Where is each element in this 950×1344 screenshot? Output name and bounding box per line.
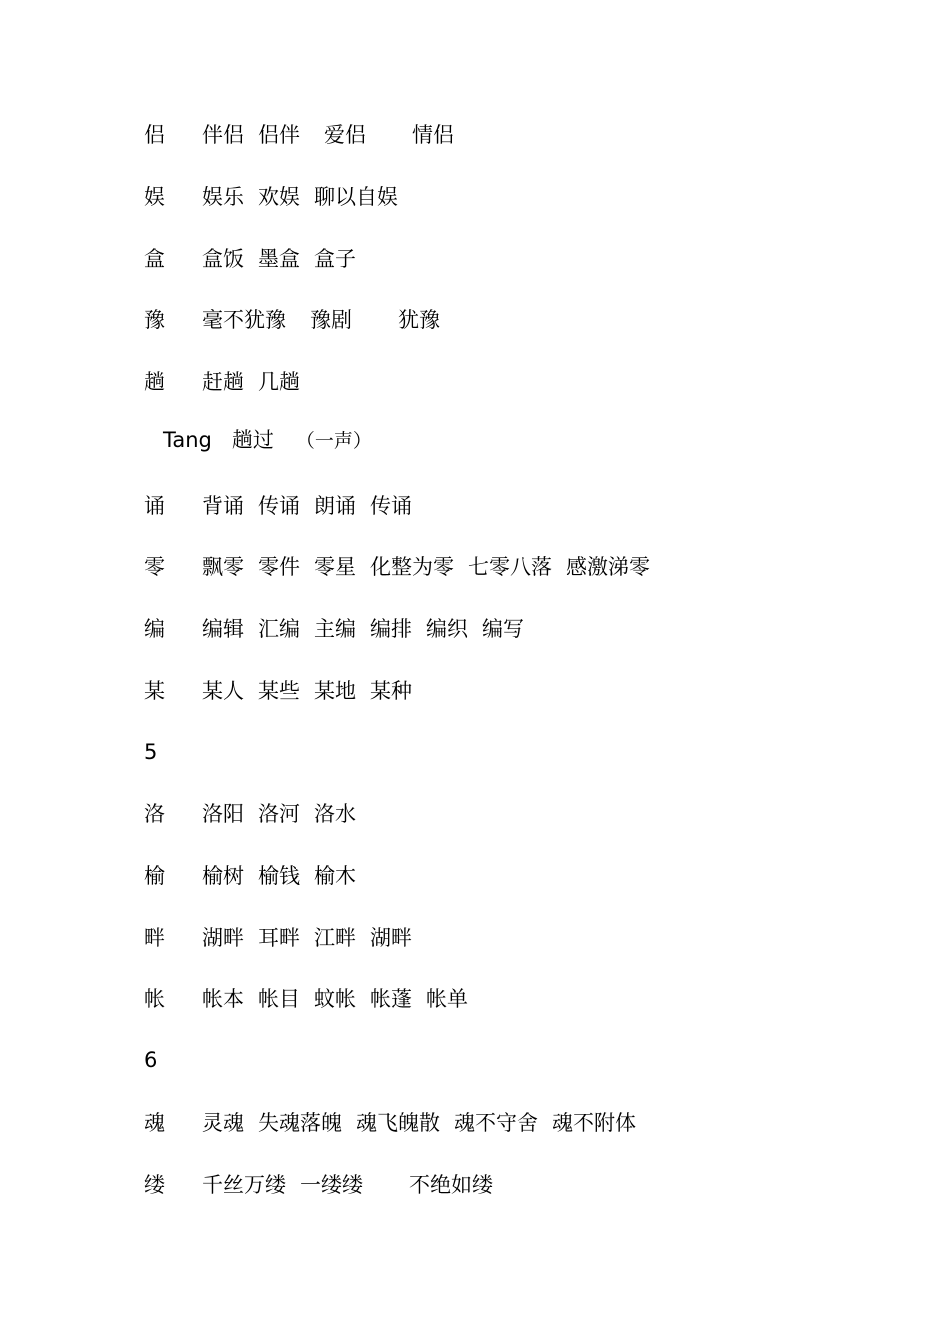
entry-word: 豫剧	[310, 308, 352, 332]
entry-word: 灵魂	[202, 1111, 244, 1135]
entry-word: 榆树	[202, 864, 244, 888]
entry-lv2	[144, 1170, 493, 1200]
entry-yu	[144, 182, 398, 212]
entry-word: 某人	[202, 679, 244, 703]
entry-word: 帐单	[426, 987, 468, 1011]
entry-word: 化整为零	[370, 555, 454, 579]
entry-word: 失魂落魄	[258, 1111, 342, 1135]
entry-tang	[144, 367, 300, 397]
entry-word: 欢娱	[258, 185, 300, 209]
entry-word: 帐蓬	[370, 987, 412, 1011]
entry-word: 爱侣	[324, 123, 366, 147]
entry-word: 帐本	[202, 987, 244, 1011]
entry-word: 榆木	[314, 864, 356, 888]
entry-word: 毫不犹豫	[202, 308, 286, 332]
tone-note: （一声）	[295, 430, 372, 452]
pinyin-label: Tang	[163, 428, 212, 452]
entry-yu3	[144, 861, 356, 891]
entry-yu2	[144, 305, 440, 335]
entry-char: 豫	[144, 308, 165, 332]
entry-word: 传诵	[258, 494, 300, 518]
entry-word: 娱乐	[202, 185, 244, 209]
entry-word: 魂不守舍	[454, 1111, 538, 1135]
entry-word: 洛水	[314, 802, 356, 826]
section-number: 6	[144, 1048, 158, 1072]
entry-word: 榆钱	[258, 864, 300, 888]
entry-word: 耳畔	[258, 926, 300, 950]
entry-word: 传诵	[370, 494, 412, 518]
entry-word: 编写	[482, 617, 524, 641]
entry-char: 娱	[144, 185, 165, 209]
entry-word: 七零八落	[468, 555, 552, 579]
entry-word: 江畔	[314, 926, 356, 950]
entry-char: 缕	[144, 1173, 165, 1197]
entry-word: 墨盒	[258, 247, 300, 271]
entry-word: 某地	[314, 679, 356, 703]
entry-word: 帐目	[258, 987, 300, 1011]
entry-word: 魂不附体	[552, 1111, 636, 1135]
entry-char: 魂	[144, 1111, 165, 1135]
entry-word: 某些	[258, 679, 300, 703]
entry-char: 零	[144, 555, 165, 579]
entry-word: 零件	[258, 555, 300, 579]
entry-word: 汇编	[258, 617, 300, 641]
entry-char: 诵	[144, 494, 165, 518]
entry-word: 蚊帐	[314, 987, 356, 1011]
entry-word: 魂飞魄散	[356, 1111, 440, 1135]
pronunciation-note	[163, 425, 372, 455]
entry-word: 编织	[426, 617, 468, 641]
entry-word: 洛河	[258, 802, 300, 826]
entry-word: 几趟	[258, 370, 300, 394]
entry-word: 某种	[370, 679, 412, 703]
entry-char: 编	[144, 617, 165, 641]
entry-word: 洛阳	[202, 802, 244, 826]
entry-word: 背诵	[202, 494, 244, 518]
entry-word: 赶趟	[202, 370, 244, 394]
entry-song	[144, 491, 412, 521]
entry-mou	[144, 676, 412, 706]
entry-word: 主编	[314, 617, 356, 641]
entry-he	[144, 244, 356, 274]
entry-word: 感激涕零	[566, 555, 650, 579]
entry-word: 犹豫	[398, 308, 440, 332]
entry-pan	[144, 923, 412, 953]
entry-zhang	[144, 984, 468, 1014]
entry-bian	[144, 614, 524, 644]
entry-hun	[144, 1108, 636, 1138]
entry-word: 一缕缕	[300, 1173, 363, 1197]
entry-word: 聊以自娱	[314, 185, 398, 209]
entry-lv	[144, 120, 454, 150]
entry-word: 盒子	[314, 247, 356, 271]
entry-word: 千丝万缕	[202, 1173, 286, 1197]
entry-char: 盒	[144, 247, 165, 271]
entry-word: 朗诵	[314, 494, 356, 518]
entry-word: 盒饭	[202, 247, 244, 271]
entry-word: 不绝如缕	[409, 1173, 493, 1197]
entry-word: 趟过	[231, 428, 274, 452]
entry-word: 伴侣	[202, 123, 244, 147]
entry-char: 洛	[144, 802, 165, 826]
entry-char: 某	[144, 679, 165, 703]
entry-word: 编辑	[202, 617, 244, 641]
entry-char: 帐	[144, 987, 165, 1011]
entry-word: 侣伴	[258, 123, 300, 147]
entry-word: 零星	[314, 555, 356, 579]
entry-ling	[144, 552, 650, 582]
entry-word: 湖畔	[370, 926, 412, 950]
entry-word: 情侣	[412, 123, 454, 147]
entry-word: 湖畔	[202, 926, 244, 950]
entry-char: 趟	[144, 370, 165, 394]
entry-char: 侣	[144, 123, 165, 147]
entry-word: 编排	[370, 617, 412, 641]
entry-word: 飘零	[202, 555, 244, 579]
entry-luo	[144, 799, 356, 829]
entry-char: 榆	[144, 864, 165, 888]
section-number: 5	[144, 740, 158, 764]
entry-char: 畔	[144, 926, 165, 950]
